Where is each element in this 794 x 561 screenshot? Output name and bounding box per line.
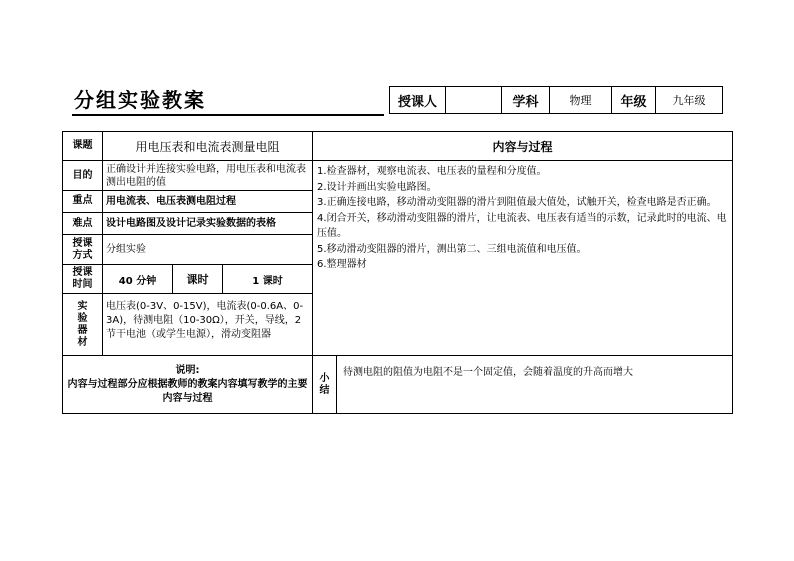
summary-label xyxy=(313,356,337,414)
process-header: 内容与过程 xyxy=(313,132,733,161)
topic-value: 用电压表和电流表测量电阻 xyxy=(103,132,313,161)
process-step: 6.整理器材 xyxy=(317,259,367,271)
summary-label-text: 小 结 xyxy=(319,372,330,396)
document-title: 分组实验教案 xyxy=(74,88,206,112)
note-title: 说明: xyxy=(175,364,200,376)
grade-value: 九年级 xyxy=(656,87,723,114)
note-cell xyxy=(63,356,313,414)
process-step: 3.正确连接电路，移动滑动变阻器的滑片到阻值最大值处，试触开关，检查电路是否正确。 xyxy=(317,197,717,209)
key-point-label: 重点 xyxy=(63,190,103,212)
teacher-value xyxy=(446,87,502,114)
goal-value: 正确设计并连接实验电路，用电压表和电流表测出电阻的值 xyxy=(103,161,313,190)
time-value: 40 分钟 xyxy=(103,264,173,293)
difficulty-label: 难点 xyxy=(63,213,103,235)
process-step: 5.移动滑动变阻器的滑片，测出第二、三组电流值和电压值。 xyxy=(317,243,587,255)
method-value: 分组实验 xyxy=(103,235,313,264)
key-point-value: 用电流表、电压表测电阻过程 xyxy=(103,190,313,212)
grade-label: 年级 xyxy=(612,87,656,114)
header-info-table xyxy=(389,86,723,114)
period-value: 1 课时 xyxy=(223,264,313,293)
equipment-value: 电压表(0-3V、0-15V)，电流表(0-0.6A、0-3A)，待测电阻（10-30Ω），开关，导线，2 节干电池（或学生电源），滑动变阻器 xyxy=(103,294,313,356)
difficulty-value: 设计电路图及设计记录实验数据的表格 xyxy=(103,213,313,235)
goal-label: 目的 xyxy=(63,161,103,190)
teacher-label: 授课人 xyxy=(390,87,446,114)
process-content xyxy=(313,161,733,356)
subject-label: 学科 xyxy=(502,87,550,114)
time-label: 授课 时间 xyxy=(63,264,103,293)
subject-value: 物理 xyxy=(550,87,612,114)
method-label: 授课 方式 xyxy=(63,235,103,264)
process-step: 2.设计并画出实验电路图。 xyxy=(317,181,437,193)
title-underline xyxy=(72,114,384,116)
note-text: 内容与过程部分应根据教师的教案内容填写教学的主要内容与过程 xyxy=(67,378,308,404)
process-step: 4.闭合开关，移动滑动变阻器的滑片，让电流表、电压表有适当的示数，记录此时的电流、电压值。 xyxy=(317,212,727,240)
summary-value: 待测电阻的阻值为电阻不是一个固定值，会随着温度的升高而增大 xyxy=(337,356,733,414)
process-step: 1.检查器材，观察电流表、电压表的量程和分度值。 xyxy=(317,166,547,178)
equipment-label-text: 实 验 器 材 xyxy=(77,300,88,348)
period-label: 课时 xyxy=(173,264,223,293)
lesson-plan-table xyxy=(62,131,733,414)
equipment-label xyxy=(63,294,103,356)
topic-label: 课题 xyxy=(63,132,103,161)
